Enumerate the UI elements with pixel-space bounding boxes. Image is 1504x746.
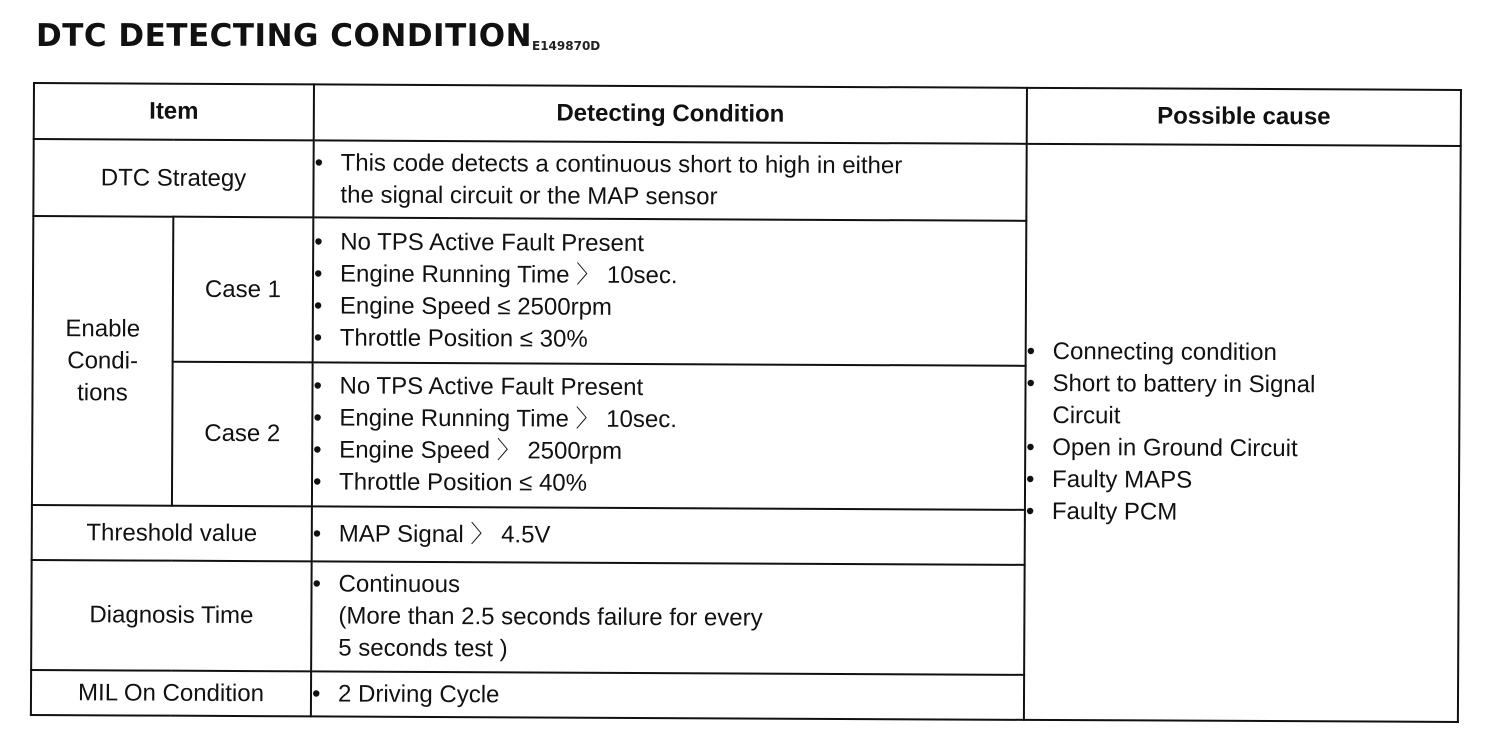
label-threshold-value: Threshold value xyxy=(32,505,312,561)
cause-item: • Short to battery in Signal Circuit xyxy=(1026,368,1352,434)
header-possible-cause: Possible cause xyxy=(1027,88,1461,146)
condition-mil xyxy=(311,671,1024,719)
list-item: • MAP Signal 〉 4.5V xyxy=(313,518,1024,553)
enable-label-line: Enable xyxy=(65,314,141,343)
label-case-1: Case 1 xyxy=(173,217,314,363)
label-dtc-strategy: DTC Strategy xyxy=(33,139,313,217)
cause-item: • Faulty MAPS xyxy=(1026,464,1458,498)
dtc-condition-table xyxy=(30,82,1462,723)
list-item: • Engine Speed 〉 2500rpm xyxy=(313,434,1024,469)
header-detecting-condition: Detecting Condition xyxy=(314,84,1027,143)
list-item: • Engine Speed ≤ 2500rpm xyxy=(314,290,1025,325)
diagnosis-line: • Continuous xyxy=(338,570,461,599)
enable-label-line: Condi- xyxy=(67,346,139,375)
list-item: • 2 Driving Cycle xyxy=(312,678,1023,713)
list-item: • No TPS Active Fault Present xyxy=(314,226,1025,261)
condition-dtc-strategy xyxy=(313,140,1026,220)
cause-item: • Faulty PCM xyxy=(1026,496,1458,530)
label-case-2: Case 2 xyxy=(172,362,313,507)
enable-label-line: tions xyxy=(77,378,128,406)
figure-code: E149870D xyxy=(532,39,601,53)
condition-case-2 xyxy=(312,362,1026,509)
list-item: • No TPS Active Fault Present xyxy=(313,370,1024,405)
header-row xyxy=(34,83,1461,146)
label-enable-conditions xyxy=(32,216,173,506)
cause-item: • Open in Ground Circuit xyxy=(1026,432,1458,466)
diagnosis-line: 5 seconds test ) xyxy=(338,634,508,663)
list-item: • This code detects a continuous short to high in either the signal circuit or the MAP sensor xyxy=(314,147,914,214)
header-item: Item xyxy=(34,83,314,140)
label-mil-on-condition: MIL On Condition xyxy=(31,670,311,716)
diagnosis-line: (More than 2.5 seconds failure for every xyxy=(338,602,763,632)
list-item: • Throttle Position ≤ 40% xyxy=(313,466,1024,501)
condition-case-1 xyxy=(313,217,1027,365)
list-item: • Engine Running Time 〉 10sec. xyxy=(314,258,1025,293)
cause-item: • Connecting condition xyxy=(1027,336,1459,370)
list-item xyxy=(312,568,1023,667)
condition-diagnosis-time xyxy=(311,561,1025,674)
possible-cause-cell xyxy=(1024,144,1461,722)
list-item: • Throttle Position ≤ 30% xyxy=(314,322,1025,357)
list-item: • Engine Running Time 〉 10sec. xyxy=(313,402,1024,437)
document-title: DTC DETECTING CONDITION xyxy=(36,18,533,54)
label-diagnosis-time: Diagnosis Time xyxy=(31,560,312,671)
row-dtc-strategy xyxy=(33,139,1460,223)
condition-threshold xyxy=(312,506,1025,564)
